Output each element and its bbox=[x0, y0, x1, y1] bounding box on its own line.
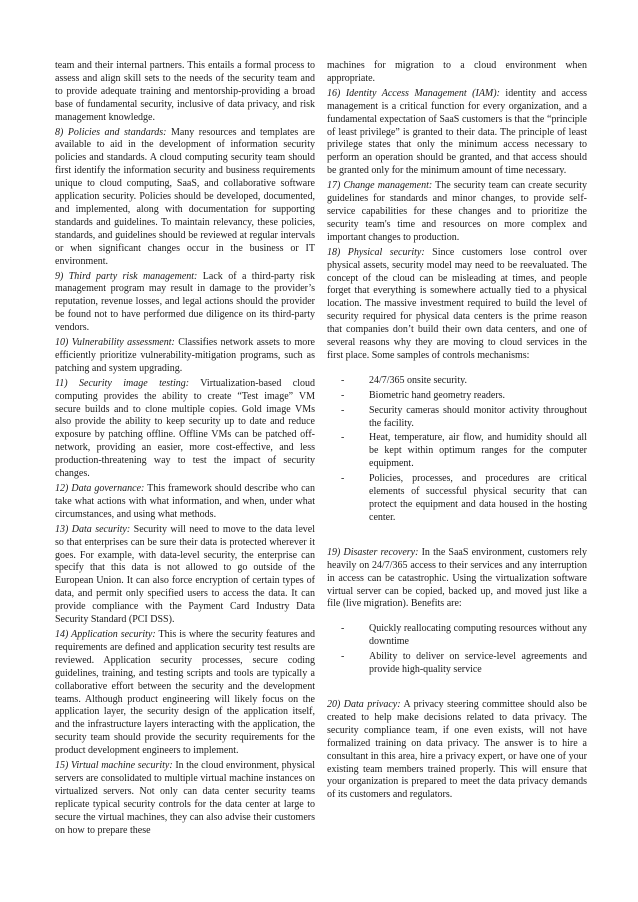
section-body: In the cloud environment, physical servers are consolidated to multiple virtual machine instances on virtualized servers. Not only can data center security teams replicate typical security controls for the data center at large to secure the virtual machines, they can also advise their customers on how to prepare these bbox=[55, 760, 315, 836]
section-body: Many resources and templates are available to aid in the development of information security policies and standards. A cloud computing security team should first identify the information security and business requirements unique to cloud computing, SaaS, and collaborative software application security. Policies should be developed, documented, and implemented, along with documentation for supporting standards and guidelines. To maintain relevancy, these policies, standards, and guidelines should be reviewed at regular intervals or when significant changes occur in the business or IT environment. bbox=[55, 126, 315, 267]
section-data-security bbox=[55, 524, 315, 627]
section-application-security bbox=[55, 629, 315, 758]
section-title: 15) Virtual machine security: bbox=[55, 760, 173, 772]
section-body: This is where the security features and requirements are defined and application security test results are reviewed. Application security processes, secure coding guidelines, training, and testing scripts and tools are typically a collaborative effort between the security and the development teams. Although product engineering will likely focus on the application layer, the security design of the application itself, and the infrastructure layers interacting with the application, the security team should provide the security requirements for the product development engineers to implement. bbox=[55, 628, 316, 757]
list-item: - Policies, processes, and procedures are critical elements of successful physical security that can protect the equipment and data housed in the hosting center. bbox=[341, 473, 587, 523]
section-body: In the SaaS environment, customers rely heavily on 24/7/365 access to their services and any interruption in access can be catastrophic. Using the virtualization software virtual server can be copied, backed up, and moved just like a file (live migration). Benefits are: bbox=[327, 546, 588, 610]
section-third-party-risk bbox=[55, 271, 315, 336]
section-title: 14) Application security: bbox=[55, 628, 156, 640]
list-item: - 24/7/365 onsite security. bbox=[341, 374, 467, 386]
section-body: Security will need to move to the data level so that enterprises can be sure their data is protected wherever it goes. For example, with data-level security, the enterprise can specify that this data is not allowed to go outside of the European Union. It can also force encryption of certain types of data, and permit only specified users to access the data. It can provide compliance with the Payment Card Industry Data Security Standard (PCI DSS). bbox=[55, 523, 315, 626]
list-item: - Heat, temperature, air flow, and humidity should all be kept within optimum ranges for the computer equipment. bbox=[341, 432, 587, 470]
section-title: 20) Data privacy: bbox=[327, 698, 401, 710]
section-title: 10) Vulnerability assessment: bbox=[55, 337, 175, 349]
section-body: A privacy steering committee should also be created to help make decisions related to data privacy. The security compliance team, if one even exists, will not have formalized training on data privacy. The answer is to hire a consultant in this area, hire a privacy expert, or have one of your existing team members trained properly. This will ensure that your organization is prepared to meet the data privacy demands of its customers and regulators. bbox=[327, 698, 587, 801]
list-item: - Security cameras should monitor activity throughout the facility. bbox=[341, 404, 587, 429]
section-virtual-machine-security bbox=[55, 760, 315, 837]
section-body: Since customers lose control over physical assets, security model may need to be reevaluated. The concept of the cloud can be misleading at times, and people forget that everything is somewhere actually tied to a physical location. The massive investment required to build the level of security required for physical data centers is the prime reason that companies don’t build their own data centers, and one of several reasons why they are moving to cloud services in the first place. Some samples of controls mechanisms: bbox=[327, 246, 587, 361]
section-title: 18) Physical security: bbox=[327, 246, 425, 258]
bullet-dash: - bbox=[341, 404, 345, 416]
spacer bbox=[327, 687, 587, 699]
section-body: Lack of a third-party risk management program may result in damage to the provider’s reputation, revenue losses, and legal actions should the provider be found not to have performed due diligence on its third-party vendors. bbox=[55, 270, 315, 334]
section-title: 16) Identity Access Management (IAM): bbox=[327, 87, 500, 99]
spacer bbox=[327, 535, 587, 547]
section-body: Virtualization-based cloud computing provides the ability to create “Test image” VM secure builds and to clone multiple copies. Gold image VMs also provide the ability to keep security up to date and reduce exposure by patching offline. Offline VMs can be patched off-network, providing an easier, more cost-effective, and less production-threatening way to test the impact of security changes. bbox=[55, 377, 315, 480]
section-title: 13) Data security: bbox=[55, 523, 131, 535]
bullet-dash: - bbox=[341, 473, 345, 485]
section-title: 12) Data governance: bbox=[55, 483, 145, 494]
section-data-governance bbox=[55, 483, 315, 522]
section-body: Classifies network assets to more efficiently prioritize vulnerability-mitigation programs, such as patching and system upgrading. bbox=[55, 337, 315, 374]
bullet-dash: - bbox=[341, 432, 345, 444]
left-column bbox=[55, 60, 315, 839]
section-policies bbox=[55, 127, 315, 269]
section-title: 9) Third party risk management: bbox=[55, 270, 198, 282]
section-body: identity and access management is a critical function for every organization, and a fundamental expectation of SaaS customers is that the “principle of least privilege” is granted to their data. The principle of least privilege states that only the minimum access necessary to perform an operation should be granted, and that access should be granted only for the minimum amount of time necessary. bbox=[327, 87, 587, 177]
physical-controls-list bbox=[327, 375, 587, 525]
section-physical-security bbox=[327, 247, 587, 363]
section-vulnerability-assessment bbox=[55, 337, 315, 376]
section-title: 17) Change management: bbox=[327, 180, 433, 192]
bullet-dash: - bbox=[341, 651, 345, 663]
section-title: 19) Disaster recovery: bbox=[327, 546, 419, 558]
section-disaster-recovery bbox=[327, 547, 587, 612]
right-column bbox=[327, 60, 587, 804]
section-change-management bbox=[327, 180, 587, 245]
list-item: - Biometric hand geometry readers. bbox=[341, 389, 506, 401]
section-security-image-testing bbox=[55, 378, 315, 481]
section-title: 8) Policies and standards: bbox=[55, 126, 167, 138]
list-item: - Quickly reallocating computing resources without any downtime bbox=[341, 623, 587, 648]
section-identity-access-management bbox=[327, 88, 587, 178]
section-title: 11) Security image testing: bbox=[55, 377, 190, 389]
bullet-dash: - bbox=[341, 389, 345, 401]
list-item: - Ability to deliver on service-level agreements and provide high-quality service bbox=[341, 651, 587, 676]
right-intro-paragraph: machines for migration to a cloud environment when appropriate. bbox=[327, 60, 587, 84]
section-body: The security team can create security guidelines for standards and minor changes, to provide self-service capabilities for these changes and to prioritize the security team's time and resources on more complex and important changes to production. bbox=[327, 180, 587, 243]
bullet-dash: - bbox=[341, 623, 345, 635]
left-intro-paragraph: team and their internal partners. This entails a formal process to assess and align skill sets to the needs of the security team and to provide adequate training and mentorship-providing a broad base of fundamental security, inclusive of data privacy, and risk management knowledge. bbox=[55, 60, 315, 123]
section-data-privacy bbox=[327, 699, 587, 802]
section-body: This framework should describe who can take what actions with what information, and when, under what circumstances, and using what methods. bbox=[55, 483, 315, 520]
bullet-dash: - bbox=[341, 374, 345, 386]
recovery-benefits-list bbox=[327, 623, 587, 677]
